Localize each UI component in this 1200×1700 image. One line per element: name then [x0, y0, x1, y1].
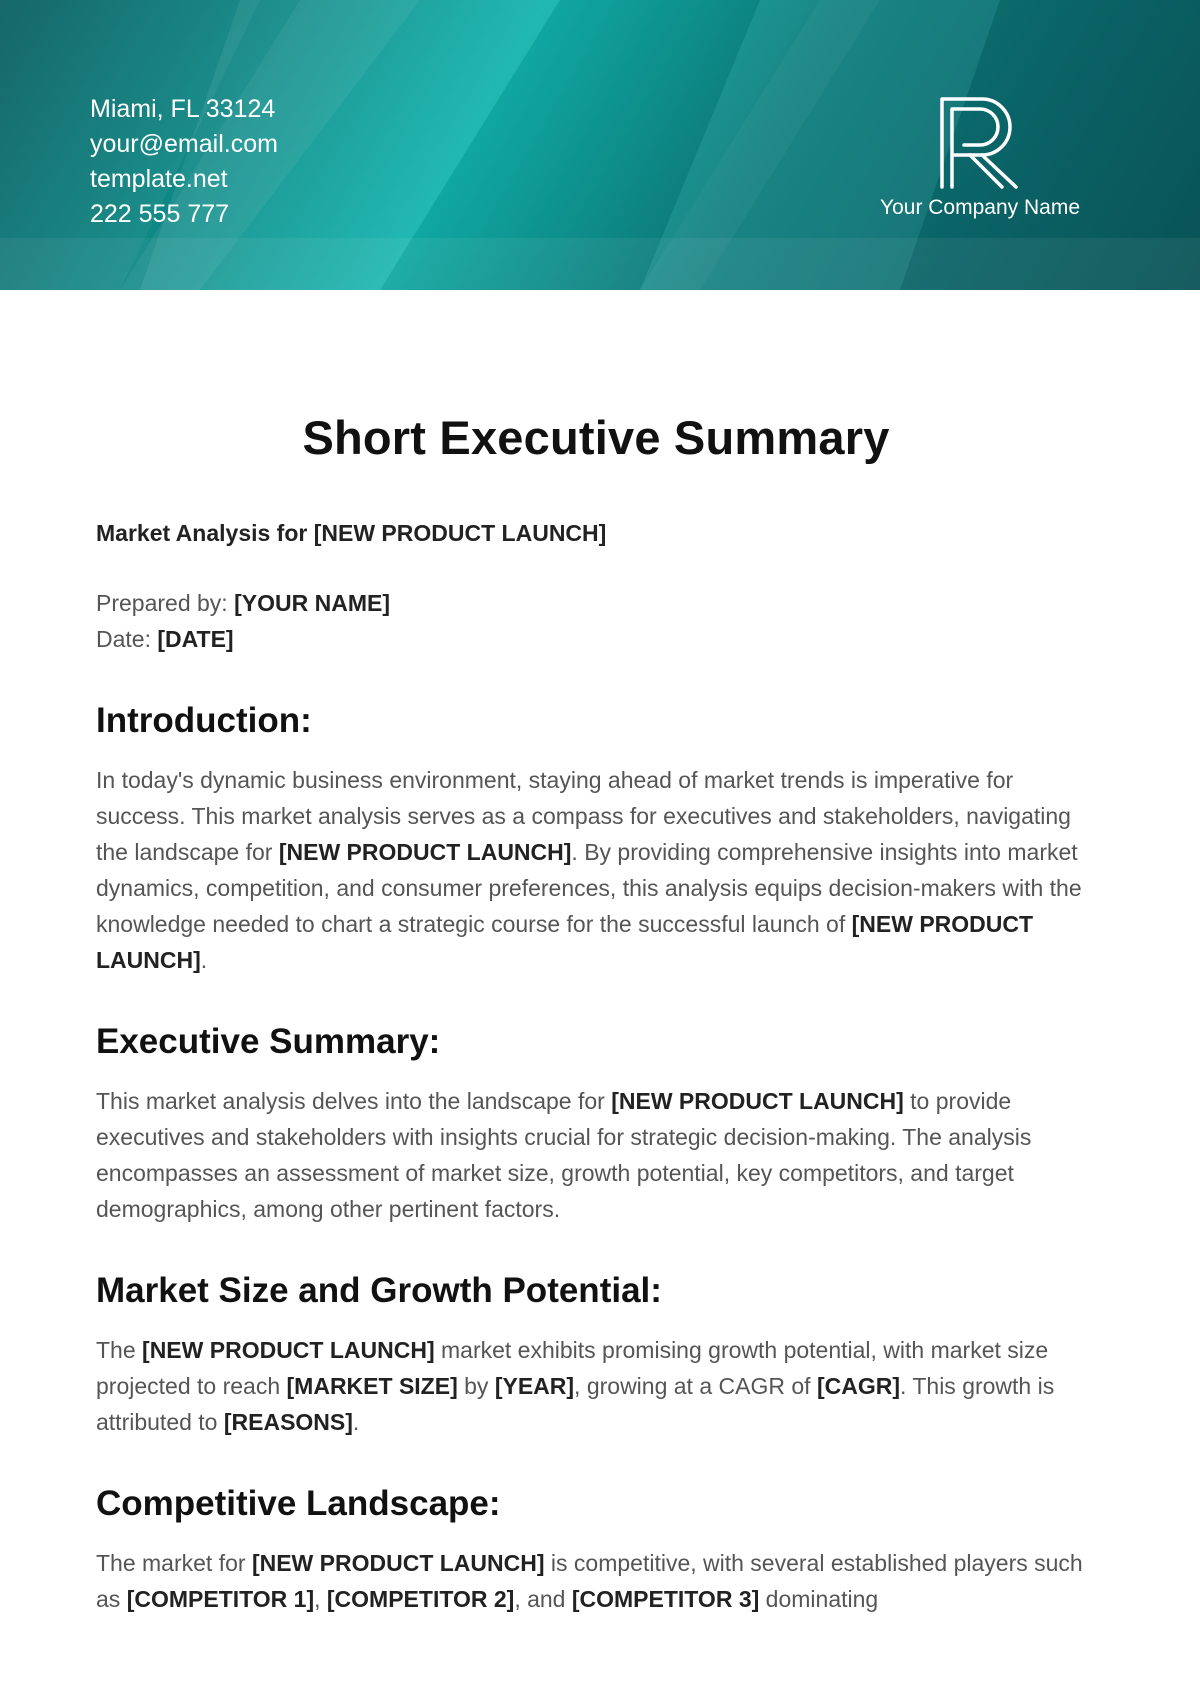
prepared-by-line [96, 585, 1096, 621]
document-title: Short Executive Summary [302, 411, 890, 464]
intro-text-2: . By providing comprehensive insights into market dynamics, competition, and consumer preferences, this analysis equips decision-makers with the knowledge needed to chart a strategic course for the successful launch of [96, 839, 1082, 937]
document-body [96, 410, 1096, 1617]
comp-text-1: The market for [96, 1550, 252, 1576]
prepared-by-value: [YOUR NAME] [234, 590, 390, 616]
competitive-landscape-heading: Competitive Landscape: [96, 1484, 501, 1523]
email-text: your@email.com [90, 130, 278, 158]
comp-placeholder-product: [NEW PRODUCT LAUNCH] [251, 1550, 545, 1576]
date-value: [DATE] [157, 626, 234, 652]
company-logo [875, 95, 1085, 220]
exec-placeholder-1: [NEW PRODUCT LAUNCH] [611, 1088, 904, 1114]
phone-text: 222 555 777 [90, 200, 230, 228]
comp-text-4: , and [514, 1586, 572, 1612]
executive-summary-heading: Executive Summary: [96, 1022, 441, 1061]
market-text-6: . [352, 1409, 360, 1435]
document-meta [96, 585, 1096, 657]
intro-placeholder-2: [NEW PRODUCT LAUNCH] [96, 911, 1034, 973]
exec-text-2: to provide executives and stakeholders with insights crucial for strategic decision-making. The analysis encompasses an assessment of market size, growth potential, key competitors, and target demographics, among other pertinent factors. [96, 1088, 1032, 1222]
market-size-paragraph [96, 1332, 1096, 1440]
introduction-heading: Introduction: [96, 701, 312, 740]
intro-text-1: In today's dynamic business environment, staying ahead of market trends is imperative for success. This market analysis serves as a compass for executives and stakeholders, navigating the landscape for [96, 767, 1071, 865]
intro-placeholder-1: [NEW PRODUCT LAUNCH] [278, 839, 572, 865]
comp-text-5: dominating [759, 1586, 879, 1612]
executive-summary-paragraph [96, 1083, 1096, 1227]
market-placeholder-size: [MARKET SIZE] [286, 1373, 458, 1399]
market-placeholder-reasons: [REASONS] [223, 1409, 353, 1435]
contact-info [90, 92, 278, 232]
market-placeholder-cagr: [CAGR] [816, 1373, 900, 1399]
market-size-heading: Market Size and Growth Potential: [96, 1271, 662, 1310]
comp-placeholder-competitor-2: [COMPETITOR 2] [326, 1586, 515, 1612]
date-label: Date: [96, 626, 151, 652]
comp-placeholder-competitor-3: [COMPETITOR 3] [571, 1586, 760, 1612]
competitive-landscape-paragraph [96, 1545, 1096, 1617]
market-placeholder-product: [NEW PRODUCT LAUNCH] [142, 1337, 435, 1363]
r-monogram-logo-icon [930, 95, 1030, 190]
document-subtitle: Market Analysis for [NEW PRODUCT LAUNCH] [96, 520, 607, 546]
date-line [96, 621, 1096, 657]
website-text: template.net [90, 165, 228, 193]
prepared-by-label: Prepared by: [96, 590, 228, 616]
market-placeholder-year: [YEAR] [494, 1373, 575, 1399]
exec-text-1: This market analysis delves into the landscape for [96, 1088, 612, 1114]
market-text-5: . This growth is attributed to [96, 1373, 1055, 1435]
comp-text-2: is competitive, with several established players such as [96, 1550, 1083, 1612]
comp-text-3: , [314, 1586, 327, 1612]
address-text: Miami, FL 33124 [90, 95, 276, 123]
comp-placeholder-competitor-1: [COMPETITOR 1] [126, 1586, 315, 1612]
company-name: Your Company Name [880, 196, 1080, 219]
market-text-4: , growing at a CAGR of [574, 1373, 817, 1399]
header-banner [0, 0, 1200, 290]
intro-text-3: . [200, 947, 208, 973]
market-text-3: by [457, 1373, 495, 1399]
introduction-paragraph [96, 762, 1096, 978]
market-text-1: The [96, 1337, 143, 1363]
market-text-2: market exhibits promising growth potential, with market size projected to reach [96, 1337, 1049, 1399]
